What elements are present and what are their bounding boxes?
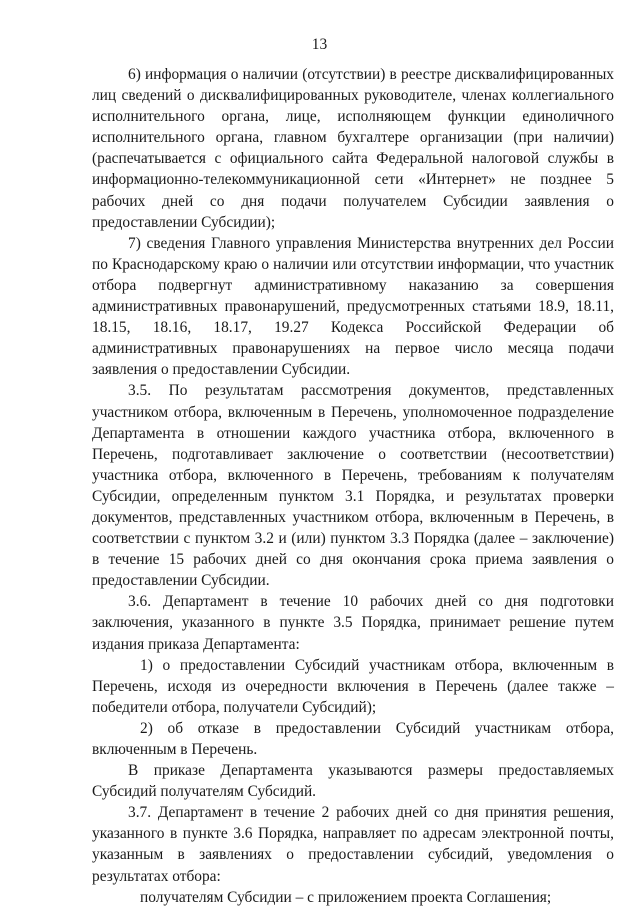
page-number: 13	[311, 36, 328, 53]
paragraph-order-amounts: В приказе Департамента указываются размеры предоставляемых Субсидий получателям Субсидий.	[92, 762, 614, 801]
page-body	[92, 64, 614, 908]
paragraph-3-6: 3.6. Департамент в течение 10 рабочих дней со дня подготовки заключения, указанного в пункте 3.5 Порядка, принимает решение путем издания приказа Департамента:	[92, 593, 614, 653]
paragraph-item-6: 6) информация о наличии (отсутствии) в реестре дисквалифицированных лиц сведений о дисквалифицированных руководителе, членах коллегиального исполнительного органа, лице, исполняющем функции единоличного исполнительного органа, главном бухгалтере организации (при наличии) (распечатывается с официального сайта Федеральной налоговой службы в информационно-телекоммуникационной сети «Интернет» не позднее 5 рабочих дней со дня подачи получателем Субсидии заявления о предоставлении Субсидии);	[92, 66, 614, 231]
paragraph-item-7: 7) сведения Главного управления Министерства внутренних дел России по Краснодарскому краю о наличии или отсутствии информации, что участник отбора подвергнут административному наказанию за совершения административных правонарушений, предусмотренных статьями 18.9, 18.11, 18.15, 18.16, 18.17, 19.27 Кодекса Российской Федерации об административных правонарушениях на первое число месяца подачи заявления о предоставлении Субсидии.	[92, 234, 614, 379]
paragraph-recipients: получателям Субсидии – с приложением проекта Соглашения;	[140, 888, 552, 906]
paragraph-decision-grant: 1) о предоставлении Субсидий участникам отбора, включенным в Перечень, исходя из очередности включения в Перечень (далее также – победители отбора, получатели Субсидий);	[92, 656, 614, 716]
paragraph-3-7: 3.7. Департамент в течение 2 рабочих дней со дня принятия решения, указанного в пункте 3.6 Порядка, направляет по адресам электронной почты, указанным в заявлениях о предоставлении субсидий, уведомления о результатах отбора:	[92, 804, 614, 885]
paragraph-decision-refuse: 2) об отказе в предоставлении Субсидий участникам отбора, включенным в Перечень.	[92, 719, 614, 758]
paragraph-3-5: 3.5. По результатам рассмотрения документов, представленных участником отбора, включенным в Перечень, уполномоченное подразделение Департамента в отношении каждого участника отбора, включенного в Перечень, подготавливает заключение о соответствии (несоответствии) участника отбора, включенного в Перечень, требованиям к получателям Субсидии, определенным пунктом 3.1 Порядка, и результатах проверки документов, представленных участником отбора, включенным в Перечень, в соответствии с пунктом 3.2 и (или) пунктом 3.3 Порядка (далее – заключение) в течение 15 рабочих дней со дня окончания срока приема заявления о предоставлении Субсидии.	[92, 382, 614, 590]
